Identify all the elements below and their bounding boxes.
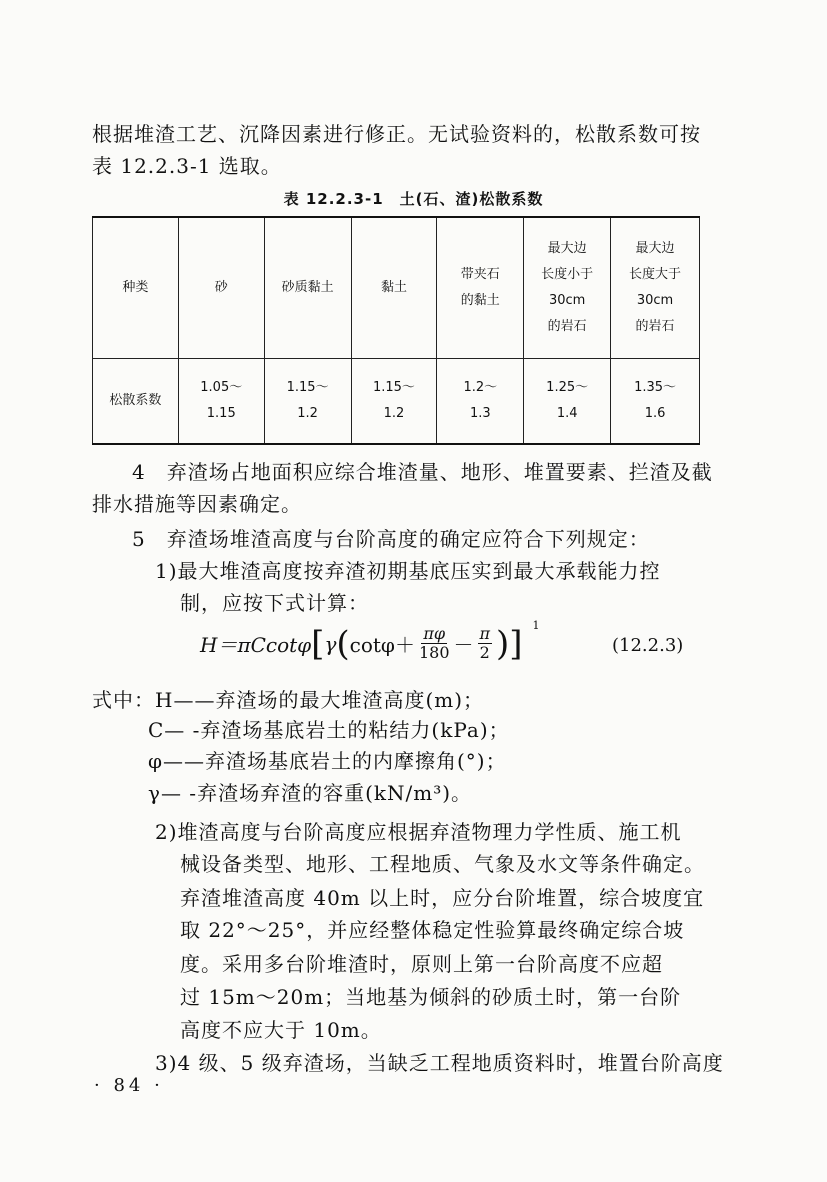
formula-lhs: H＝πCcotφ — [200, 633, 312, 657]
text-line: 根据堆渣工艺、沉降因素进行修正。无试验资料的，松散系数可按 — [92, 122, 701, 146]
cell-line: 砂质黏土 — [281, 280, 334, 295]
cell-line: 1.4 — [556, 406, 578, 421]
text-line: 5 弃渣场堆渣高度与台阶高度的确定应符合下列规定： — [132, 527, 650, 551]
cell-line: 1.2 — [297, 406, 318, 421]
fraction-denominator: 180 — [418, 643, 450, 662]
text-line: 3)4 级、5 级弃渣场，当缺乏工程地质资料时，堆置台阶高度 — [155, 1051, 724, 1075]
cell-line: 带夹石 — [460, 267, 500, 282]
table-caption: 表 12.2.3-1 土(石、渣)松散系数 — [283, 190, 544, 208]
text-line: 1)最大堆渣高度按弃渣初期基底压实到最大承载能力控 — [155, 559, 661, 583]
text-line: 排水措施等因素确定。 — [92, 492, 302, 516]
text-line: 弃渣堆渣高度 40m 以上时，应分台阶堆置，综合坡度宜 — [180, 886, 705, 910]
cell-line: 1.2～ — [463, 380, 498, 395]
formula-12-2-3 — [200, 619, 540, 664]
fraction-pi-phi-180 — [419, 625, 450, 662]
page-number: · 84 · — [94, 1075, 164, 1096]
value-cell — [351, 359, 437, 445]
cell-line: 砂 — [214, 280, 228, 295]
header-cell — [437, 217, 524, 359]
cell-line: 1.15～ — [372, 380, 415, 395]
row-label: 松散系数 — [93, 359, 179, 445]
cell-line: 最大边 — [547, 241, 587, 256]
cell-line: 30cm — [548, 293, 586, 308]
equation-number: (12.2.3) — [612, 635, 684, 656]
header-kind: 种类 — [93, 217, 179, 359]
cell-line: 的岩石 — [547, 319, 587, 334]
text-line: 械设备类型、地形、工程地质、气象及水文等条件确定。 — [180, 852, 705, 876]
formula-minus: － — [453, 633, 474, 657]
text-line: 2)堆渣高度与台阶高度应根据弃渣物理力学性质、施工机 — [155, 820, 682, 844]
header-cell — [611, 217, 700, 359]
text-line: 过 15m～20m；当地基为倾斜的砂质土时，第一台阶 — [180, 985, 682, 1009]
header-cell — [178, 217, 264, 359]
cell-line: 1.15～ — [286, 380, 329, 395]
bracket-open: [ — [311, 623, 325, 664]
cell-line: 1.6 — [644, 406, 666, 421]
formula-exponent: 1 — [532, 619, 540, 632]
header-cell — [264, 217, 351, 359]
definition-line: φ——弃渣场基底岩土的内摩擦角(°)； — [148, 749, 507, 773]
value-cell — [437, 359, 524, 445]
table-header-row — [93, 217, 700, 359]
fraction-numerator: πφ — [423, 624, 446, 643]
value-cell — [611, 359, 700, 445]
bracket-close: ] — [509, 623, 523, 664]
loose-coefficient-table — [92, 216, 700, 445]
text-line: 度。采用多台阶堆渣时，原则上第一台阶高度不应超 — [180, 952, 663, 976]
formula-cot: cotφ＋ — [349, 633, 415, 657]
text-line: 4 弃渣场占地面积应综合堆渣量、地形、堆置要素、拦渣及截 — [132, 460, 713, 484]
value-cell — [178, 359, 264, 445]
cell-line: 1.35～ — [634, 380, 677, 395]
cell-line: 1.05～ — [200, 380, 243, 395]
fraction-pi-2 — [478, 625, 493, 662]
value-cell — [524, 359, 611, 445]
text-line: 取 22°～25°，并应经整体稳定性验算最终确定综合坡 — [180, 918, 685, 942]
cell-line: 长度大于 — [629, 267, 682, 282]
cell-line: 的岩石 — [635, 319, 675, 334]
paren-open: ( — [336, 623, 350, 664]
definition-line: C— -弃渣场基底岩土的粘结力(kPa)； — [148, 718, 510, 742]
fraction-numerator: π — [479, 624, 491, 643]
definition-line: 式中：H——弃渣场的最大堆渣高度(m)； — [92, 688, 485, 712]
cell-line: 的黏土 — [460, 293, 500, 308]
text-line: 高度不应大于 10m。 — [180, 1018, 382, 1042]
definition-line: γ— -弃渣场弃渣的容重(kN/m³)。 — [148, 781, 473, 805]
header-cell — [351, 217, 437, 359]
cell-line: 最大边 — [635, 241, 675, 256]
cell-line: 1.15 — [206, 406, 236, 421]
cell-line: 1.3 — [469, 406, 491, 421]
paren-close: ) — [496, 623, 510, 664]
value-cell — [264, 359, 351, 445]
text-line: 制，应按下式计算： — [180, 591, 369, 615]
formula-gamma: γ — [324, 631, 337, 656]
cell-line: 1.2 — [383, 406, 405, 421]
cell-line: 长度小于 — [541, 267, 594, 282]
header-cell — [524, 217, 611, 359]
cell-line: 30cm — [636, 293, 674, 308]
cell-line: 黏土 — [380, 280, 407, 295]
cell-line: 1.25～ — [546, 380, 589, 395]
table-row — [93, 359, 700, 445]
fraction-denominator: 2 — [479, 643, 490, 662]
text-line: 表 12.2.3-1 选取。 — [92, 154, 282, 178]
